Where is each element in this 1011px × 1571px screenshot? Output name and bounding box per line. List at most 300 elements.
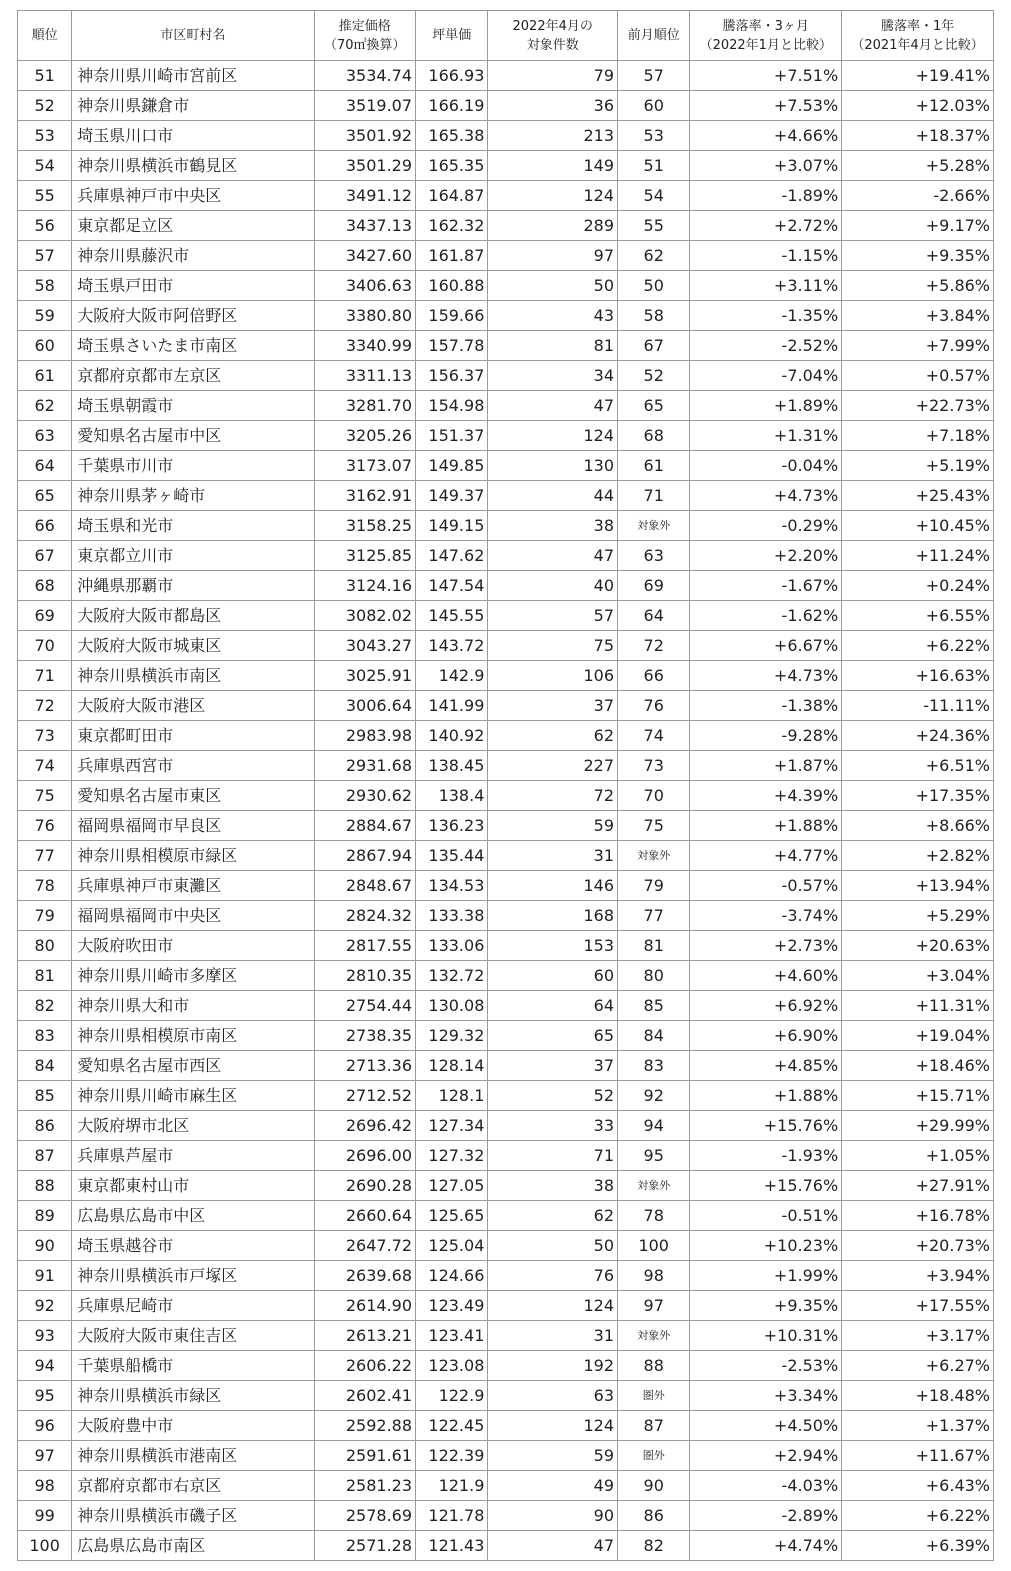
change-1-year-cell: +0.57%	[842, 361, 994, 391]
rank-cell: 99	[18, 1501, 72, 1531]
municipality-cell: 神奈川県横浜市港南区	[72, 1441, 314, 1471]
municipality-cell: 埼玉県朝霞市	[72, 391, 314, 421]
municipality-cell: 愛知県名古屋市中区	[72, 421, 314, 451]
tsubo-price-cell: 154.98	[416, 391, 488, 421]
change-3-month-cell: +10.31%	[690, 1321, 842, 1351]
estimated-price-cell: 3437.13	[314, 211, 416, 241]
table-row	[18, 121, 994, 151]
listing-count-cell: 57	[488, 601, 618, 631]
header-municipality: 市区町村名	[72, 11, 314, 61]
tsubo-price-cell: 166.19	[416, 91, 488, 121]
change-1-year-cell: +6.22%	[842, 1501, 994, 1531]
table-row	[18, 721, 994, 751]
table-row	[18, 871, 994, 901]
change-3-month-cell: +15.76%	[690, 1111, 842, 1141]
rank-cell: 65	[18, 481, 72, 511]
municipality-cell: 大阪府大阪市城東区	[72, 631, 314, 661]
listing-count-cell: 149	[488, 151, 618, 181]
previous-rank-cell: 圏外	[618, 1381, 690, 1411]
listing-count-cell: 60	[488, 961, 618, 991]
change-1-year-cell: +5.28%	[842, 151, 994, 181]
listing-count-cell: 44	[488, 481, 618, 511]
change-1-year-cell: +3.17%	[842, 1321, 994, 1351]
rank-cell: 96	[18, 1411, 72, 1441]
change-1-year-cell: +7.18%	[842, 421, 994, 451]
tsubo-price-cell: 161.87	[416, 241, 488, 271]
rank-cell: 72	[18, 691, 72, 721]
previous-rank-cell: 71	[618, 481, 690, 511]
tsubo-price-cell: 160.88	[416, 271, 488, 301]
rank-cell: 86	[18, 1111, 72, 1141]
tsubo-price-cell: 151.37	[416, 421, 488, 451]
table-row	[18, 1321, 994, 1351]
tsubo-price-cell: 127.05	[416, 1171, 488, 1201]
previous-rank-cell: 対象外	[618, 841, 690, 871]
change-3-month-cell: +4.39%	[690, 781, 842, 811]
estimated-price-cell: 2613.21	[314, 1321, 416, 1351]
tsubo-price-cell: 122.39	[416, 1441, 488, 1471]
rank-cell: 76	[18, 811, 72, 841]
previous-rank-cell: 74	[618, 721, 690, 751]
change-3-month-cell: +1.99%	[690, 1261, 842, 1291]
municipality-cell: 埼玉県越谷市	[72, 1231, 314, 1261]
change-1-year-cell: +19.41%	[842, 61, 994, 91]
estimated-price-cell: 2930.62	[314, 781, 416, 811]
header-tsubo-price: 坪単価	[416, 11, 488, 61]
municipality-cell: 大阪府大阪市都島区	[72, 601, 314, 631]
change-3-month-cell: -7.04%	[690, 361, 842, 391]
estimated-price-cell: 3162.91	[314, 481, 416, 511]
municipality-cell: 神奈川県大和市	[72, 991, 314, 1021]
listing-count-cell: 227	[488, 751, 618, 781]
rank-cell: 93	[18, 1321, 72, 1351]
change-3-month-cell: +4.85%	[690, 1051, 842, 1081]
previous-rank-cell: 95	[618, 1141, 690, 1171]
change-1-year-cell: +18.37%	[842, 121, 994, 151]
change-3-month-cell: -2.52%	[690, 331, 842, 361]
municipality-cell: 神奈川県川崎市麻生区	[72, 1081, 314, 1111]
table-row	[18, 1231, 994, 1261]
change-3-month-cell: +9.35%	[690, 1291, 842, 1321]
change-3-month-cell: -1.89%	[690, 181, 842, 211]
tsubo-price-cell: 134.53	[416, 871, 488, 901]
estimated-price-cell: 2660.64	[314, 1201, 416, 1231]
change-3-month-cell: -2.53%	[690, 1351, 842, 1381]
change-3-month-cell: -1.15%	[690, 241, 842, 271]
tsubo-price-cell: 157.78	[416, 331, 488, 361]
change-3-month-cell: +4.73%	[690, 661, 842, 691]
previous-rank-cell: 80	[618, 961, 690, 991]
change-3-month-cell: -1.93%	[690, 1141, 842, 1171]
change-1-year-cell: +6.51%	[842, 751, 994, 781]
estimated-price-cell: 3173.07	[314, 451, 416, 481]
estimated-price-cell: 2592.88	[314, 1411, 416, 1441]
table-row	[18, 241, 994, 271]
previous-rank-cell: 圏外	[618, 1441, 690, 1471]
listing-count-cell: 34	[488, 361, 618, 391]
tsubo-price-cell: 132.72	[416, 961, 488, 991]
previous-rank-cell: 94	[618, 1111, 690, 1141]
listing-count-cell: 38	[488, 511, 618, 541]
table-row	[18, 1411, 994, 1441]
estimated-price-cell: 3006.64	[314, 691, 416, 721]
change-3-month-cell: -1.35%	[690, 301, 842, 331]
change-3-month-cell: +7.53%	[690, 91, 842, 121]
change-1-year-cell: +18.46%	[842, 1051, 994, 1081]
change-3-month-cell: +2.73%	[690, 931, 842, 961]
estimated-price-cell: 2754.44	[314, 991, 416, 1021]
municipality-cell: 福岡県福岡市早良区	[72, 811, 314, 841]
rank-cell: 57	[18, 241, 72, 271]
rank-cell: 60	[18, 331, 72, 361]
change-3-month-cell: +6.90%	[690, 1021, 842, 1051]
municipality-cell: 兵庫県西宮市	[72, 751, 314, 781]
previous-rank-cell: 61	[618, 451, 690, 481]
rank-cell: 69	[18, 601, 72, 631]
tsubo-price-cell: 123.08	[416, 1351, 488, 1381]
tsubo-price-cell: 138.45	[416, 751, 488, 781]
change-1-year-cell: +19.04%	[842, 1021, 994, 1051]
change-1-year-cell: +22.73%	[842, 391, 994, 421]
header-estimated-price: 推定価格 （70㎡換算）	[314, 11, 416, 61]
change-1-year-cell: +6.27%	[842, 1351, 994, 1381]
estimated-price-cell: 2817.55	[314, 931, 416, 961]
change-1-year-cell: -11.11%	[842, 691, 994, 721]
tsubo-price-cell: 127.34	[416, 1111, 488, 1141]
table-row	[18, 481, 994, 511]
listing-count-cell: 50	[488, 1231, 618, 1261]
municipality-cell: 大阪府堺市北区	[72, 1111, 314, 1141]
tsubo-price-cell: 141.99	[416, 691, 488, 721]
municipality-cell: 神奈川県茅ヶ崎市	[72, 481, 314, 511]
previous-rank-cell: 79	[618, 871, 690, 901]
previous-rank-cell: 50	[618, 271, 690, 301]
previous-rank-cell: 87	[618, 1411, 690, 1441]
listing-count-cell: 79	[488, 61, 618, 91]
change-1-year-cell: +27.91%	[842, 1171, 994, 1201]
estimated-price-cell: 2712.52	[314, 1081, 416, 1111]
change-3-month-cell: +1.89%	[690, 391, 842, 421]
change-3-month-cell: +4.50%	[690, 1411, 842, 1441]
table-row	[18, 991, 994, 1021]
previous-rank-cell: 70	[618, 781, 690, 811]
table-row	[18, 931, 994, 961]
estimated-price-cell: 2578.69	[314, 1501, 416, 1531]
tsubo-price-cell: 147.54	[416, 571, 488, 601]
municipality-cell: 愛知県名古屋市西区	[72, 1051, 314, 1081]
estimated-price-cell: 3501.92	[314, 121, 416, 151]
table-row	[18, 841, 994, 871]
municipality-cell: 京都府京都市左京区	[72, 361, 314, 391]
municipality-cell: 神奈川県横浜市緑区	[72, 1381, 314, 1411]
listing-count-cell: 52	[488, 1081, 618, 1111]
tsubo-price-cell: 159.66	[416, 301, 488, 331]
tsubo-price-cell: 121.43	[416, 1531, 488, 1561]
table-row	[18, 811, 994, 841]
tsubo-price-cell: 123.49	[416, 1291, 488, 1321]
municipality-cell: 神奈川県相模原市南区	[72, 1021, 314, 1051]
table-row	[18, 571, 994, 601]
table-row	[18, 901, 994, 931]
estimated-price-cell: 3124.16	[314, 571, 416, 601]
rank-cell: 77	[18, 841, 72, 871]
change-1-year-cell: +9.17%	[842, 211, 994, 241]
tsubo-price-cell: 149.15	[416, 511, 488, 541]
tsubo-price-cell: 128.1	[416, 1081, 488, 1111]
table-row	[18, 361, 994, 391]
change-1-year-cell: +15.71%	[842, 1081, 994, 1111]
listing-count-cell: 36	[488, 91, 618, 121]
header-listing-count: 2022年4月の 対象件数	[488, 11, 618, 61]
rank-cell: 52	[18, 91, 72, 121]
table-row	[18, 61, 994, 91]
change-1-year-cell: +3.94%	[842, 1261, 994, 1291]
estimated-price-cell: 2639.68	[314, 1261, 416, 1291]
previous-rank-cell: 63	[618, 541, 690, 571]
table-row	[18, 1471, 994, 1501]
change-1-year-cell: +3.84%	[842, 301, 994, 331]
tsubo-price-cell: 164.87	[416, 181, 488, 211]
municipality-cell: 兵庫県神戸市東灘区	[72, 871, 314, 901]
listing-count-cell: 124	[488, 1291, 618, 1321]
previous-rank-cell: 77	[618, 901, 690, 931]
estimated-price-cell: 2690.28	[314, 1171, 416, 1201]
previous-rank-cell: 100	[618, 1231, 690, 1261]
previous-rank-cell: 対象外	[618, 511, 690, 541]
previous-rank-cell: 90	[618, 1471, 690, 1501]
listing-count-cell: 37	[488, 1051, 618, 1081]
change-1-year-cell: +29.99%	[842, 1111, 994, 1141]
previous-rank-cell: 52	[618, 361, 690, 391]
rank-cell: 55	[18, 181, 72, 211]
header-change-1-year: 騰落率・1年 （2021年4月と比較）	[842, 11, 994, 61]
table-row	[18, 781, 994, 811]
listing-count-cell: 31	[488, 1321, 618, 1351]
tsubo-price-cell: 142.9	[416, 661, 488, 691]
change-1-year-cell: +11.67%	[842, 1441, 994, 1471]
rank-cell: 71	[18, 661, 72, 691]
ranking-table	[17, 10, 994, 1561]
municipality-cell: 沖縄県那覇市	[72, 571, 314, 601]
rank-cell: 92	[18, 1291, 72, 1321]
tsubo-price-cell: 122.9	[416, 1381, 488, 1411]
listing-count-cell: 49	[488, 1471, 618, 1501]
listing-count-cell: 72	[488, 781, 618, 811]
tsubo-price-cell: 125.04	[416, 1231, 488, 1261]
rank-cell: 82	[18, 991, 72, 1021]
table-row	[18, 451, 994, 481]
table-row	[18, 421, 994, 451]
listing-count-cell: 64	[488, 991, 618, 1021]
previous-rank-cell: 92	[618, 1081, 690, 1111]
table-row	[18, 661, 994, 691]
estimated-price-cell: 2713.36	[314, 1051, 416, 1081]
municipality-cell: 大阪府吹田市	[72, 931, 314, 961]
previous-rank-cell: 51	[618, 151, 690, 181]
change-1-year-cell: +7.99%	[842, 331, 994, 361]
table-header	[18, 11, 994, 61]
change-1-year-cell: +18.48%	[842, 1381, 994, 1411]
previous-rank-cell: 84	[618, 1021, 690, 1051]
change-3-month-cell: -9.28%	[690, 721, 842, 751]
table-row	[18, 1051, 994, 1081]
tsubo-price-cell: 129.32	[416, 1021, 488, 1051]
listing-count-cell: 50	[488, 271, 618, 301]
municipality-cell: 広島県広島市南区	[72, 1531, 314, 1561]
change-3-month-cell: -0.04%	[690, 451, 842, 481]
change-1-year-cell: +13.94%	[842, 871, 994, 901]
change-1-year-cell: +1.05%	[842, 1141, 994, 1171]
previous-rank-cell: 55	[618, 211, 690, 241]
municipality-cell: 大阪府大阪市港区	[72, 691, 314, 721]
rank-cell: 98	[18, 1471, 72, 1501]
rank-cell: 78	[18, 871, 72, 901]
listing-count-cell: 38	[488, 1171, 618, 1201]
change-1-year-cell: +8.66%	[842, 811, 994, 841]
listing-count-cell: 40	[488, 571, 618, 601]
previous-rank-cell: 88	[618, 1351, 690, 1381]
change-1-year-cell: +6.43%	[842, 1471, 994, 1501]
listing-count-cell: 47	[488, 391, 618, 421]
municipality-cell: 広島県広島市中区	[72, 1201, 314, 1231]
estimated-price-cell: 2581.23	[314, 1471, 416, 1501]
change-3-month-cell: +10.23%	[690, 1231, 842, 1261]
change-3-month-cell: +6.92%	[690, 991, 842, 1021]
header-change-3-month: 騰落率・3ヶ月 （2022年1月と比較）	[690, 11, 842, 61]
previous-rank-cell: 64	[618, 601, 690, 631]
change-1-year-cell: -2.66%	[842, 181, 994, 211]
listing-count-cell: 63	[488, 1381, 618, 1411]
listing-count-cell: 71	[488, 1141, 618, 1171]
municipality-cell: 東京都東村山市	[72, 1171, 314, 1201]
table-row	[18, 1081, 994, 1111]
rank-cell: 90	[18, 1231, 72, 1261]
previous-rank-cell: 対象外	[618, 1171, 690, 1201]
rank-cell: 70	[18, 631, 72, 661]
change-1-year-cell: +0.24%	[842, 571, 994, 601]
rank-cell: 56	[18, 211, 72, 241]
municipality-cell: 愛知県名古屋市東区	[72, 781, 314, 811]
municipality-cell: 千葉県市川市	[72, 451, 314, 481]
table-row	[18, 541, 994, 571]
estimated-price-cell: 3519.07	[314, 91, 416, 121]
municipality-cell: 京都府京都市右京区	[72, 1471, 314, 1501]
estimated-price-cell: 2867.94	[314, 841, 416, 871]
change-3-month-cell: +4.66%	[690, 121, 842, 151]
change-1-year-cell: +17.55%	[842, 1291, 994, 1321]
listing-count-cell: 168	[488, 901, 618, 931]
change-3-month-cell: +1.88%	[690, 1081, 842, 1111]
rank-cell: 79	[18, 901, 72, 931]
municipality-cell: 神奈川県藤沢市	[72, 241, 314, 271]
change-3-month-cell: -0.29%	[690, 511, 842, 541]
change-3-month-cell: +3.07%	[690, 151, 842, 181]
change-3-month-cell: -1.62%	[690, 601, 842, 631]
rank-cell: 68	[18, 571, 72, 601]
table-row	[18, 181, 994, 211]
listing-count-cell: 65	[488, 1021, 618, 1051]
change-1-year-cell: +20.63%	[842, 931, 994, 961]
previous-rank-cell: 対象外	[618, 1321, 690, 1351]
previous-rank-cell: 69	[618, 571, 690, 601]
municipality-cell: 埼玉県川口市	[72, 121, 314, 151]
table-row	[18, 631, 994, 661]
estimated-price-cell: 3406.63	[314, 271, 416, 301]
change-3-month-cell: +1.87%	[690, 751, 842, 781]
change-3-month-cell: -2.89%	[690, 1501, 842, 1531]
previous-rank-cell: 76	[618, 691, 690, 721]
estimated-price-cell: 3125.85	[314, 541, 416, 571]
table-row	[18, 751, 994, 781]
listing-count-cell: 47	[488, 1531, 618, 1561]
previous-rank-cell: 72	[618, 631, 690, 661]
rank-cell: 88	[18, 1171, 72, 1201]
change-1-year-cell: +16.78%	[842, 1201, 994, 1231]
listing-count-cell: 124	[488, 1411, 618, 1441]
tsubo-price-cell: 130.08	[416, 991, 488, 1021]
tsubo-price-cell: 121.78	[416, 1501, 488, 1531]
table-row	[18, 1501, 994, 1531]
previous-rank-cell: 73	[618, 751, 690, 781]
change-1-year-cell: +10.45%	[842, 511, 994, 541]
estimated-price-cell: 3043.27	[314, 631, 416, 661]
municipality-cell: 福岡県福岡市中央区	[72, 901, 314, 931]
tsubo-price-cell: 149.85	[416, 451, 488, 481]
change-3-month-cell: +2.94%	[690, 1441, 842, 1471]
change-1-year-cell: +6.55%	[842, 601, 994, 631]
ranking-table-container	[17, 10, 994, 1561]
tsubo-price-cell: 127.32	[416, 1141, 488, 1171]
rank-cell: 61	[18, 361, 72, 391]
estimated-price-cell: 2931.68	[314, 751, 416, 781]
estimated-price-cell: 2602.41	[314, 1381, 416, 1411]
listing-count-cell: 62	[488, 1201, 618, 1231]
tsubo-price-cell: 133.38	[416, 901, 488, 931]
change-1-year-cell: +17.35%	[842, 781, 994, 811]
rank-cell: 54	[18, 151, 72, 181]
table-row	[18, 1171, 994, 1201]
table-row	[18, 1111, 994, 1141]
rank-cell: 87	[18, 1141, 72, 1171]
rank-cell: 63	[18, 421, 72, 451]
previous-rank-cell: 65	[618, 391, 690, 421]
estimated-price-cell: 2824.32	[314, 901, 416, 931]
change-3-month-cell: +3.34%	[690, 1381, 842, 1411]
estimated-price-cell: 3205.26	[314, 421, 416, 451]
previous-rank-cell: 57	[618, 61, 690, 91]
table-row	[18, 301, 994, 331]
table-row	[18, 1531, 994, 1561]
listing-count-cell: 81	[488, 331, 618, 361]
change-1-year-cell: +5.29%	[842, 901, 994, 931]
change-3-month-cell: +3.11%	[690, 271, 842, 301]
table-row	[18, 961, 994, 991]
table-row	[18, 1201, 994, 1231]
estimated-price-cell: 2696.00	[314, 1141, 416, 1171]
previous-rank-cell: 67	[618, 331, 690, 361]
tsubo-price-cell: 156.37	[416, 361, 488, 391]
rank-cell: 75	[18, 781, 72, 811]
rank-cell: 58	[18, 271, 72, 301]
table-row	[18, 211, 994, 241]
change-3-month-cell: -1.67%	[690, 571, 842, 601]
change-1-year-cell: +5.86%	[842, 271, 994, 301]
listing-count-cell: 43	[488, 301, 618, 331]
tsubo-price-cell: 143.72	[416, 631, 488, 661]
change-1-year-cell: +25.43%	[842, 481, 994, 511]
estimated-price-cell: 2614.90	[314, 1291, 416, 1321]
table-row	[18, 1441, 994, 1471]
